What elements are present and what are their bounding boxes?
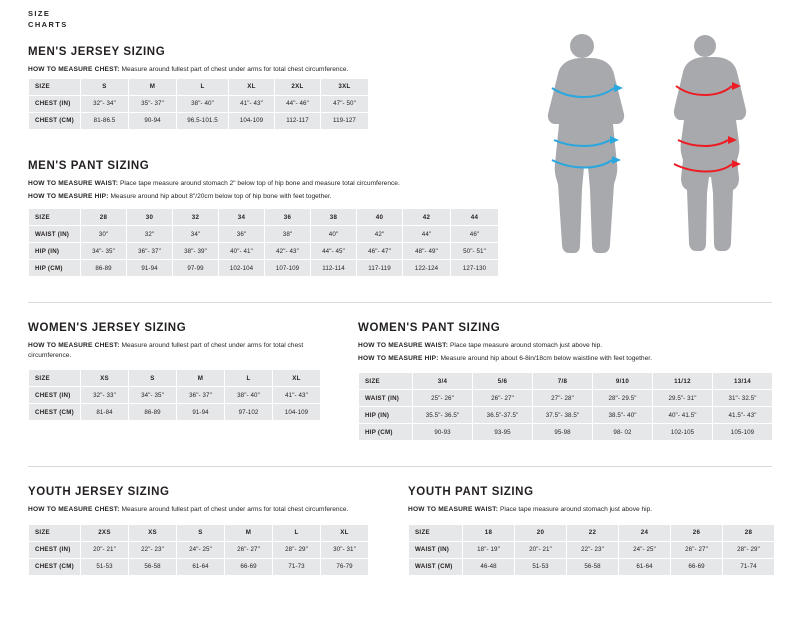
cell: 51-53	[515, 558, 567, 575]
cell: 40"- 41.5"	[653, 407, 713, 424]
howto-measure-hip	[358, 354, 758, 364]
section-title: WOMEN'S PANT SIZING	[358, 322, 501, 334]
cell: 26"- 27"	[473, 390, 533, 407]
col-header: M	[129, 78, 177, 95]
col-header: 42	[403, 209, 451, 226]
cell: 76-79	[321, 558, 369, 575]
cell: 102-104	[219, 260, 265, 277]
row-label: WAIST (IN)	[29, 226, 81, 243]
col-header: SIZE	[29, 78, 81, 95]
cell: 35"- 37"	[129, 95, 177, 112]
cell: 98- 02	[593, 424, 653, 441]
table-header-row	[29, 370, 321, 387]
howto-text: Measure around fullest part of chest under arms for total chest circumference.	[28, 342, 304, 359]
cell: 104-109	[273, 404, 321, 421]
figures-svg	[520, 30, 782, 280]
cell: 81-86.5	[81, 112, 129, 129]
cell: 56-58	[129, 558, 177, 575]
table-womens-pant	[358, 372, 773, 441]
cell: 119-127	[321, 112, 369, 129]
table-row	[29, 243, 499, 260]
cell: 38"	[265, 226, 311, 243]
row-label: HIP (CM)	[29, 260, 81, 277]
row-label: WAIST (IN)	[359, 390, 413, 407]
cell: 102-105	[653, 424, 713, 441]
cell: 42"	[357, 226, 403, 243]
howto-measure-chest	[28, 341, 318, 360]
row-label: CHEST (CM)	[29, 558, 81, 575]
col-header: SIZE	[29, 209, 81, 226]
howto-measure-chest	[28, 505, 368, 515]
col-header: 26	[671, 524, 723, 541]
cell: 90-93	[413, 424, 473, 441]
col-header: 13/14	[713, 373, 773, 390]
cell: 41.5"- 43"	[713, 407, 773, 424]
col-header: 11/12	[653, 373, 713, 390]
section-title: WOMEN'S JERSEY SIZING	[28, 322, 187, 334]
col-header: SIZE	[29, 524, 81, 541]
cell: 66-69	[671, 558, 723, 575]
col-header: XL	[273, 370, 321, 387]
cell: 86-89	[129, 404, 177, 421]
col-header: SIZE	[359, 373, 413, 390]
section-mens-jersey-sizing	[28, 46, 369, 130]
cell: 34"- 35"	[129, 387, 177, 404]
col-header: S	[81, 78, 129, 95]
section-mens-pant-sizing	[28, 160, 499, 277]
cell: 22"- 23"	[129, 541, 177, 558]
cell: 71-74	[723, 558, 775, 575]
cell: 40"- 41"	[219, 243, 265, 260]
cell: 29.5"- 31"	[653, 390, 713, 407]
cell: 34"	[173, 226, 219, 243]
col-header: SIZE	[409, 524, 463, 541]
howto-label: HOW TO MEASURE WAIST:	[408, 506, 499, 513]
section-womens-jersey-sizing	[28, 322, 321, 421]
howto-label: HOW TO MEASURE CHEST:	[28, 342, 120, 349]
howto-text: Place tape measure around stomach 2" below top of hip bone and measure total circumference.	[118, 180, 400, 187]
cell: 38"- 40"	[225, 387, 273, 404]
row-label: WAIST (IN)	[409, 541, 463, 558]
col-header: 7/8	[533, 373, 593, 390]
cell: 28"- 29"	[723, 541, 775, 558]
table-row	[409, 558, 775, 575]
row-label: CHEST (CM)	[29, 404, 81, 421]
row-label: CHEST (CM)	[29, 112, 81, 129]
col-header: SIZE	[29, 370, 81, 387]
section-title: MEN'S JERSEY SIZING	[28, 46, 166, 58]
col-header: S	[129, 370, 177, 387]
howto-label: HOW TO MEASURE HIP:	[28, 192, 109, 200]
table-header-row	[29, 209, 499, 226]
col-header: 9/10	[593, 373, 653, 390]
cell: 30"- 31"	[321, 541, 369, 558]
cell: 61-64	[177, 558, 225, 575]
cell: 97-99	[173, 260, 219, 277]
cell: 122-124	[403, 260, 451, 277]
cell: 56-58	[567, 558, 619, 575]
cell: 30"	[81, 226, 127, 243]
cell: 44"- 45"	[311, 243, 357, 260]
cell: 38"- 39"	[173, 243, 219, 260]
cell: 32"- 34"	[81, 95, 129, 112]
body-measurement-figures	[520, 30, 782, 280]
table-row	[29, 112, 369, 129]
cell: 26"- 27"	[225, 541, 273, 558]
howto-label: HOW TO MEASURE WAIST:	[358, 342, 449, 349]
col-header: 5/6	[473, 373, 533, 390]
table-womens-jersey	[28, 369, 321, 421]
col-header: L	[225, 370, 273, 387]
cell: 91-94	[177, 404, 225, 421]
table-mens-jersey	[28, 78, 369, 130]
howto-measure-waist	[28, 179, 499, 189]
row-label: HIP (IN)	[29, 243, 81, 260]
col-header: 34	[219, 209, 265, 226]
table-row	[29, 260, 499, 277]
cell: 32"- 33"	[81, 387, 129, 404]
col-header: M	[177, 370, 225, 387]
howto-label: HOW TO MEASURE WAIST:	[28, 180, 119, 187]
cell: 127-130	[451, 260, 499, 277]
row-label: CHEST (IN)	[29, 95, 81, 112]
table-row	[29, 95, 369, 112]
section-youth-pant-sizing	[408, 486, 775, 576]
col-header: 44	[451, 209, 499, 226]
cell: 107-109	[265, 260, 311, 277]
col-header: 22	[567, 524, 619, 541]
howto-measure-hip	[28, 192, 499, 202]
row-label: HIP (IN)	[359, 407, 413, 424]
col-header: XL	[229, 78, 275, 95]
cell: 90-94	[129, 112, 177, 129]
cell: 37.5"- 38.5"	[533, 407, 593, 424]
table-header-row	[409, 524, 775, 541]
table-row	[359, 407, 773, 424]
cell: 24"- 25"	[177, 541, 225, 558]
page-title-line1: SIZE	[28, 9, 51, 18]
col-header: M	[225, 524, 273, 541]
cell: 32"	[127, 226, 173, 243]
section-divider	[28, 466, 772, 467]
col-header: 38	[311, 209, 357, 226]
table-mens-pant	[28, 208, 499, 277]
howto-measure-waist	[358, 341, 758, 351]
row-label: WAIST (CM)	[409, 558, 463, 575]
table-row	[29, 541, 369, 558]
cell: 28"- 29.5"	[593, 390, 653, 407]
table-header-row	[29, 78, 369, 95]
cell: 35.5"- 36.5"	[413, 407, 473, 424]
cell: 25"- 26"	[413, 390, 473, 407]
cell: 44"	[403, 226, 451, 243]
cell: 112-117	[275, 112, 321, 129]
cell: 91-94	[127, 260, 173, 277]
col-header: 28	[81, 209, 127, 226]
cell: 104-109	[229, 112, 275, 129]
cell: 40"	[311, 226, 357, 243]
col-header: L	[177, 78, 229, 95]
cell: 95-98	[533, 424, 593, 441]
col-header: S	[177, 524, 225, 541]
cell: 46-48	[463, 558, 515, 575]
col-header: 3XL	[321, 78, 369, 95]
cell: 36"	[219, 226, 265, 243]
cell: 22"- 23"	[567, 541, 619, 558]
table-youth-pant	[408, 524, 775, 576]
cell: 28"- 29"	[273, 541, 321, 558]
table-row	[29, 226, 499, 243]
cell: 61-64	[619, 558, 671, 575]
table-row	[359, 390, 773, 407]
section-title: MEN'S PANT SIZING	[28, 160, 150, 172]
cell: 38.5"- 40"	[593, 407, 653, 424]
table-row	[359, 424, 773, 441]
male-figure	[548, 34, 624, 253]
col-header: 36	[265, 209, 311, 226]
col-header: 20	[515, 524, 567, 541]
col-header: 3/4	[413, 373, 473, 390]
col-header: 28	[723, 524, 775, 541]
howto-text: Place tape measure around stomach just above hip.	[498, 506, 653, 513]
table-header-row	[29, 524, 369, 541]
cell: 41"- 43"	[273, 387, 321, 404]
howto-measure-chest	[28, 65, 369, 75]
section-title: YOUTH PANT SIZING	[408, 486, 534, 498]
section-divider	[28, 302, 772, 303]
cell: 20"- 21"	[515, 541, 567, 558]
page-title-line2: CHARTS	[28, 20, 68, 29]
cell: 24"- 25"	[619, 541, 671, 558]
cell: 105-109	[713, 424, 773, 441]
col-header: 2XL	[275, 78, 321, 95]
table-row	[29, 558, 369, 575]
cell: 18"- 19"	[463, 541, 515, 558]
cell: 96.5-101.5	[177, 112, 229, 129]
table-row	[29, 404, 321, 421]
row-label: CHEST (IN)	[29, 541, 81, 558]
cell: 46"- 47"	[357, 243, 403, 260]
cell: 71-73	[273, 558, 321, 575]
row-label: HIP (CM)	[359, 424, 413, 441]
cell: 112-114	[311, 260, 357, 277]
cell: 27"- 28"	[533, 390, 593, 407]
col-header: XS	[81, 370, 129, 387]
cell: 31"- 32.5"	[713, 390, 773, 407]
col-header: 2XS	[81, 524, 129, 541]
cell: 36.5"-37.5"	[473, 407, 533, 424]
cell: 42"- 43"	[265, 243, 311, 260]
col-header: 40	[357, 209, 403, 226]
howto-text: Measure around fullest part of chest under arms for total chest circumference.	[119, 506, 349, 513]
row-label: CHEST (IN)	[29, 387, 81, 404]
cell: 36"- 37"	[127, 243, 173, 260]
col-header: 24	[619, 524, 671, 541]
cell: 50"- 51"	[451, 243, 499, 260]
howto-text: Measure around hip about 6-8in/18cm below waistline with feet together.	[438, 354, 652, 362]
howto-measure-waist	[408, 505, 758, 515]
table-header-row	[359, 373, 773, 390]
cell: 38"- 40"	[177, 95, 229, 112]
male-chest-arrow-head-icon	[614, 84, 623, 92]
cell: 86-89	[81, 260, 127, 277]
howto-label: HOW TO MEASURE HIP:	[358, 354, 439, 362]
table-row	[409, 541, 775, 558]
cell: 20"- 21"	[81, 541, 129, 558]
table-youth-jersey	[28, 524, 369, 576]
cell: 97-102	[225, 404, 273, 421]
cell: 93-95	[473, 424, 533, 441]
col-header: 30	[127, 209, 173, 226]
section-youth-jersey-sizing	[28, 486, 369, 576]
cell: 46"	[451, 226, 499, 243]
col-header: 32	[173, 209, 219, 226]
cell: 34"- 35"	[81, 243, 127, 260]
howto-text: Place tape measure around stomach just above hip.	[448, 342, 603, 349]
section-womens-pant-sizing	[358, 322, 773, 441]
cell: 66-69	[225, 558, 273, 575]
table-row	[29, 387, 321, 404]
howto-text: Measure around hip about 8"/20cm below top of hip bone with feet together.	[108, 192, 332, 200]
cell: 26"- 27"	[671, 541, 723, 558]
page-title	[28, 8, 68, 30]
cell: 51-53	[81, 558, 129, 575]
cell: 47"- 50"	[321, 95, 369, 112]
cell: 48"- 49"	[403, 243, 451, 260]
howto-label: HOW TO MEASURE CHEST:	[28, 506, 120, 513]
howto-text: Measure around fullest part of chest under arms for total chest circumference.	[119, 66, 349, 73]
section-title: YOUTH JERSEY SIZING	[28, 486, 170, 498]
cell: 41"- 43"	[229, 95, 275, 112]
howto-label: HOW TO MEASURE CHEST:	[28, 66, 120, 73]
col-header: 18	[463, 524, 515, 541]
col-header: XL	[321, 524, 369, 541]
cell: 117-119	[357, 260, 403, 277]
cell: 44"- 46"	[275, 95, 321, 112]
col-header: XS	[129, 524, 177, 541]
col-header: L	[273, 524, 321, 541]
cell: 36"- 37"	[177, 387, 225, 404]
cell: 81-84	[81, 404, 129, 421]
